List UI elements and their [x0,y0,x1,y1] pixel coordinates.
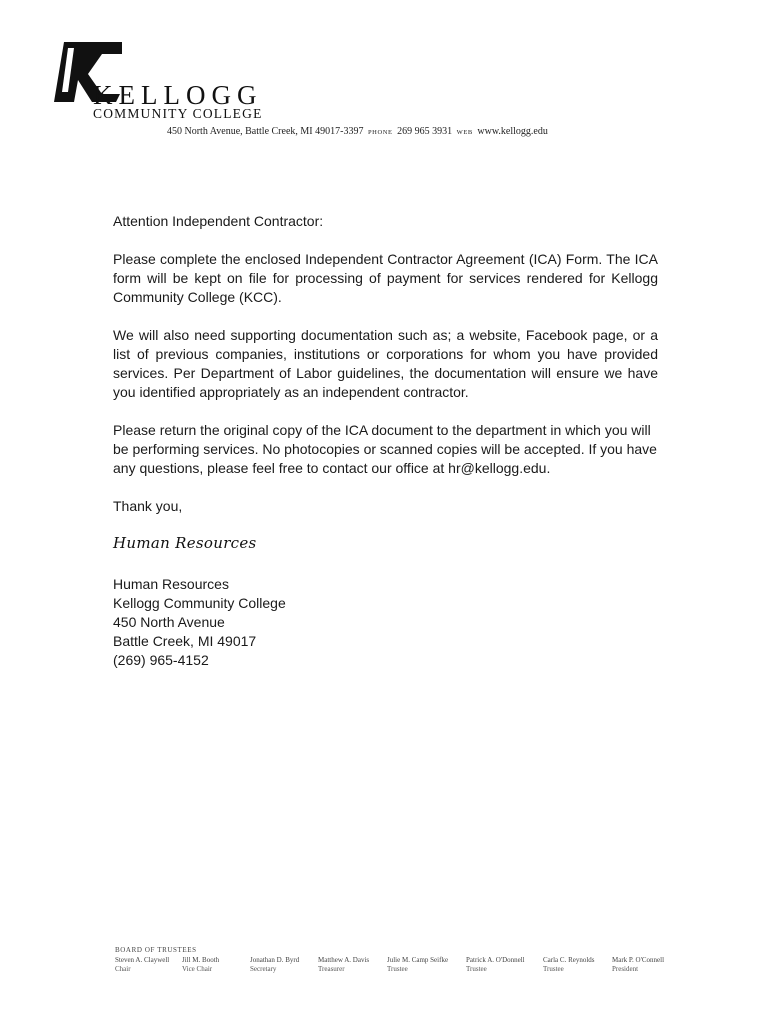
board-title: BOARD OF TRUSTEES [115,946,197,954]
college-subname: COMMUNITY COLLEGE [93,106,263,121]
web-tag: WEB [456,129,473,136]
trustee [543,956,612,974]
letterhead-address-line [167,125,548,139]
sender-street: 450 North Avenue [113,614,225,630]
trustee [182,956,250,974]
trustee-title: Trustee [466,965,487,973]
trustee-title: Trustee [543,965,564,973]
sender-phone: (269) 965-4152 [113,652,209,668]
greeting: Attention Independent Contractor: [113,213,324,229]
sender-block [113,575,658,670]
trustee-name: Steven A. Claywell [115,956,170,964]
sender-department: Human Resources [113,576,229,592]
trustee [612,956,672,974]
letter-body [113,212,658,670]
trustee-name: Jill M. Booth [182,956,220,964]
phone-tag: PHONE [367,129,393,136]
trustee-title: President [612,965,639,973]
website: www.kellogg.edu [477,126,548,137]
trustee-title: Vice Chair [182,965,213,973]
trustee-name: Patrick A. O'Donnell [466,956,525,964]
trustee-name: Julie M. Camp Seifke [387,956,449,964]
trustee [466,956,543,974]
trustee [115,956,182,974]
trustee-name: Mark P. O'Connell [612,956,665,964]
trustee-name: Jonathan D. Byrd [250,956,300,964]
trustee-name: Carla C. Reynolds [543,956,595,964]
phone: 269 965 3931 [397,126,453,137]
trustee-title: Trustee [387,965,408,973]
paragraph-documentation: We will also need supporting documentation such as; a website, Facebook page, or a list of previous companies, institutions or corporations for whom you have provided services. Per Department of Labor guidelines, the documentation will ensure we have you identified appropriately as an independent contractor. [113,327,658,400]
address: 450 North Avenue, Battle Creek, MI 49017-3397 [167,126,364,137]
paragraph-return-instructions: Please return the original copy of the ICA document to the department in which you will be performing services. No photocopies or scanned copies will be accepted. If you have any questions, please feel free to contact our office at hr@kellogg.edu. [113,422,657,476]
trustee-name: Matthew A. Davis [318,956,370,964]
trustee [318,956,387,974]
trustee [250,956,318,974]
sender-city: Battle Creek, MI 49017 [113,633,257,649]
trustee-title: Chair [115,965,131,973]
trustee-title: Treasurer [318,965,345,973]
trustee-list [115,956,672,974]
sender-institution: Kellogg Community College [113,595,286,611]
trustee [387,956,466,974]
college-name: KELLOGG [93,80,263,110]
board-of-trustees [115,946,672,974]
paragraph-ica-form: Please complete the enclosed Independent Contractor Agreement (ICA) Form. The ICA form will be kept on file for processing of payment for services rendered for Kellogg Community College (KCC). [113,251,658,305]
closing: Thank you, [113,498,183,514]
signature: Human Resources [113,534,257,552]
trustee-title: Secretary [250,965,277,973]
